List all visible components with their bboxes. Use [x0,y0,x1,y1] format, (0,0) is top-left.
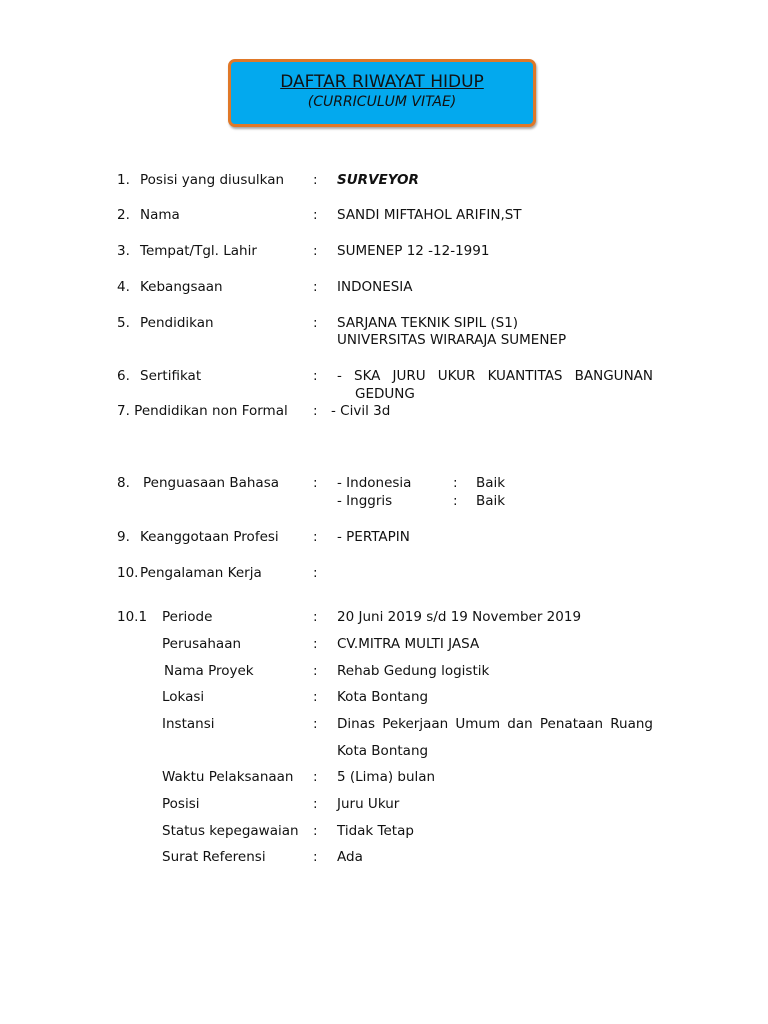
item-number: 2. [117,207,130,223]
colon: : [313,689,318,705]
item-value: SANDI MIFTAHOL ARIFIN,ST [337,207,522,223]
item-number: 5. [117,315,130,331]
exp-value: Tidak Tetap [337,823,414,839]
item-value: - SKA JURU UKUR KUANTITAS BANGUNAN [337,368,653,384]
item-label: Kebangsaan [140,279,223,295]
item-value: SURVEYOR [337,172,419,188]
item-label: Tempat/Tgl. Lahir [140,243,257,259]
exp-value: Juru Ukur [337,796,400,812]
exp-label: Surat Referensi [162,849,266,865]
item-label: Nama [140,207,180,223]
item-number: 9. [117,529,130,545]
exp-label: Nama Proyek [164,663,254,679]
colon: : [313,207,318,223]
item-label: 7. Pendidikan non Formal [117,403,288,419]
item-number: 3. [117,243,130,259]
title-box [228,59,536,127]
item-number: 10. [117,565,139,581]
exp-value: Dinas Pekerjaan Umum dan Penataan Ruang [337,716,653,732]
language-name: - Inggris [337,493,393,509]
colon: : [453,493,458,509]
colon: : [313,769,318,785]
colon: : [313,172,318,188]
exp-value: CV.MITRA MULTI JASA [337,636,480,652]
exp-value: Ada [337,849,363,865]
exp-label: Posisi [162,796,200,812]
item-value: SUMENEP 12 -12-1991 [337,243,490,259]
language-name: - Indonesia [337,475,412,491]
item-label: Keanggotaan Profesi [140,529,279,545]
item-value: - Civil 3d [331,403,391,419]
item-label: Penguasaan Bahasa [143,475,280,491]
colon: : [313,849,318,865]
item-value: INDONESIA [337,279,413,295]
exp-value: Rehab Gedung logistik [337,663,490,679]
document-title: DAFTAR RIWAYAT HIDUP [280,72,484,92]
colon: : [313,663,318,679]
item-label: Pengalaman Kerja [140,565,262,581]
exp-label: Perusahaan [162,636,242,652]
exp-label: Periode [162,609,213,625]
exp-value: Kota Bontang [337,689,429,705]
colon: : [313,636,318,652]
item-number: 1. [117,172,130,188]
item-label: Sertifikat [140,368,202,384]
exp-label: Instansi [162,716,215,732]
exp-value: 5 (Lima) bulan [337,769,436,785]
colon: : [313,403,318,419]
exp-value: 20 Juni 2019 s/d 19 November 2019 [337,609,582,625]
exp-label: Lokasi [162,689,205,705]
language-level: Baik [476,493,506,509]
colon: : [313,716,318,732]
colon: : [313,243,318,259]
colon: : [313,475,318,491]
item-number: 6. [117,368,130,384]
item-number: 4. [117,279,130,295]
colon: : [313,368,318,384]
colon: : [453,475,458,491]
colon: : [313,823,318,839]
colon: : [313,796,318,812]
item-value: SARJANA TEKNIK SIPIL (S1) [337,315,519,331]
colon: : [313,315,318,331]
language-level: Baik [476,475,506,491]
exp-label: Status kepegawaian [162,823,299,839]
item-number: 10.1 [117,609,148,625]
colon: : [313,279,318,295]
item-value: GEDUNG [355,386,415,402]
colon: : [313,565,318,581]
document-subtitle: (CURRICULUM VITAE) [307,94,457,110]
colon: : [313,529,318,545]
exp-value: Kota Bontang [337,743,429,759]
item-value: - PERTAPIN [337,529,410,545]
colon: : [313,609,318,625]
item-label: Pendidikan [140,315,214,331]
item-value: UNIVERSITAS WIRARAJA SUMENEP [337,332,567,348]
exp-label: Waktu Pelaksanaan [162,769,294,785]
item-label: Posisi yang diusulkan [140,172,285,188]
item-number: 8. [117,475,130,491]
